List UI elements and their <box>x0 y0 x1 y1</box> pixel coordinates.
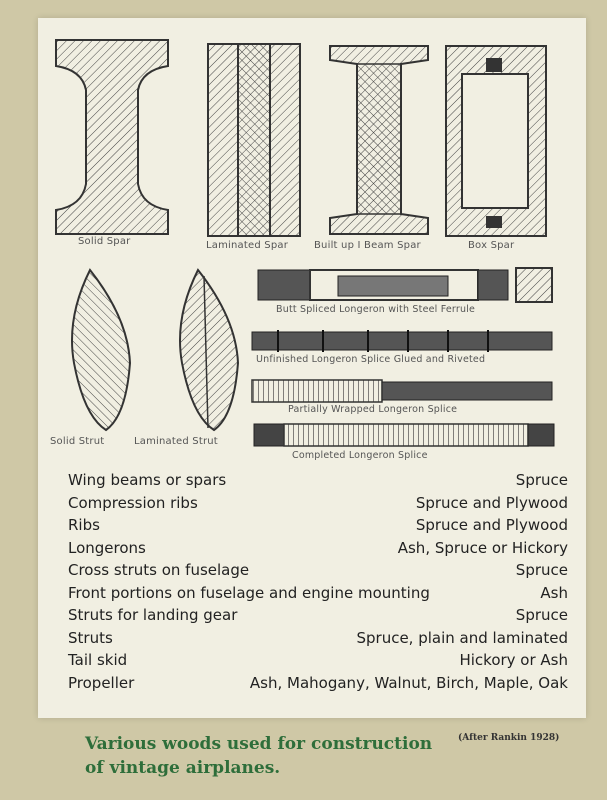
laminated-strut-label: Laminated Strut <box>134 436 218 447</box>
caption-line-2: of vintage airplanes. <box>85 758 281 778</box>
solid-spar-label: Solid Spar <box>78 236 131 247</box>
component-name: Compression ribs <box>68 493 198 512</box>
wood-type: Spruce and Plywood <box>415 493 568 512</box>
partially-wrapped-label: Partially Wrapped Longeron Splice <box>288 404 458 415</box>
wood-type: Ash <box>540 583 568 602</box>
wood-type: Hickory or Ash <box>459 651 568 669</box>
wood-type: Spruce, plain and laminated <box>356 628 568 647</box>
laminated-spar-label: Laminated Spar <box>206 240 289 251</box>
unfinished-splice-label: Unfinished Longeron Splice Glued and Riveted <box>256 354 486 365</box>
laminated-spar-figure <box>208 44 300 236</box>
laminated-strut-figure <box>180 270 238 430</box>
butt-spliced-label: Butt Spliced Longeron with Steel Ferrule <box>276 304 476 315</box>
table-row <box>68 471 568 494</box>
attribution: (After Rankin 1928) <box>458 733 560 743</box>
partially-wrapped-splice-figure <box>252 380 552 402</box>
caption-line-1: Various woods used for construction <box>85 734 433 754</box>
table-row <box>68 539 568 562</box>
table-row <box>68 674 568 697</box>
solid-spar-figure <box>56 40 168 234</box>
built-up-i-beam-spar-figure <box>330 46 428 234</box>
figure-caption <box>85 732 505 780</box>
component-name: Ribs <box>68 516 100 534</box>
solid-strut-figure <box>72 270 130 430</box>
table-row <box>68 561 568 584</box>
table-row <box>68 584 568 607</box>
table-row <box>68 494 568 517</box>
component-name: Cross struts on fuselage <box>68 561 250 579</box>
wood-usage-table <box>68 471 568 696</box>
butt-spliced-longeron-figure <box>258 268 552 302</box>
wood-type: Spruce <box>515 561 568 579</box>
wood-type: Ash, Mahogany, Walnut, Birch, Maple, Oak <box>249 673 568 692</box>
completed-splice-label: Completed Longeron Splice <box>292 450 428 461</box>
wood-type: Spruce and Plywood <box>415 516 568 534</box>
box-spar-label: Box Spar <box>468 240 515 251</box>
component-name: Tail skid <box>68 651 128 669</box>
wood-type: Ash, Spruce or Hickory <box>397 538 568 557</box>
table-row <box>68 606 568 629</box>
illustration-panel <box>38 18 586 718</box>
component-name: Longerons <box>68 538 146 557</box>
table-row <box>68 651 568 674</box>
component-name: Wing beams or spars <box>68 471 227 489</box>
wood-type: Spruce <box>515 606 568 624</box>
component-name: Front portions on fuselage and engine mounting <box>68 583 430 602</box>
built-up-beam-label: Built up I Beam Spar <box>314 240 421 251</box>
component-name: Propeller <box>68 673 135 692</box>
component-name: Struts for landing gear <box>68 606 238 624</box>
solid-strut-label: Solid Strut <box>50 436 105 447</box>
box-spar-figure <box>446 46 546 236</box>
completed-splice-figure <box>254 424 554 446</box>
wood-type: Spruce <box>515 471 568 489</box>
unfinished-splice-figure <box>252 330 552 352</box>
table-row <box>68 516 568 539</box>
component-name: Struts <box>68 628 113 647</box>
table-row <box>68 629 568 652</box>
